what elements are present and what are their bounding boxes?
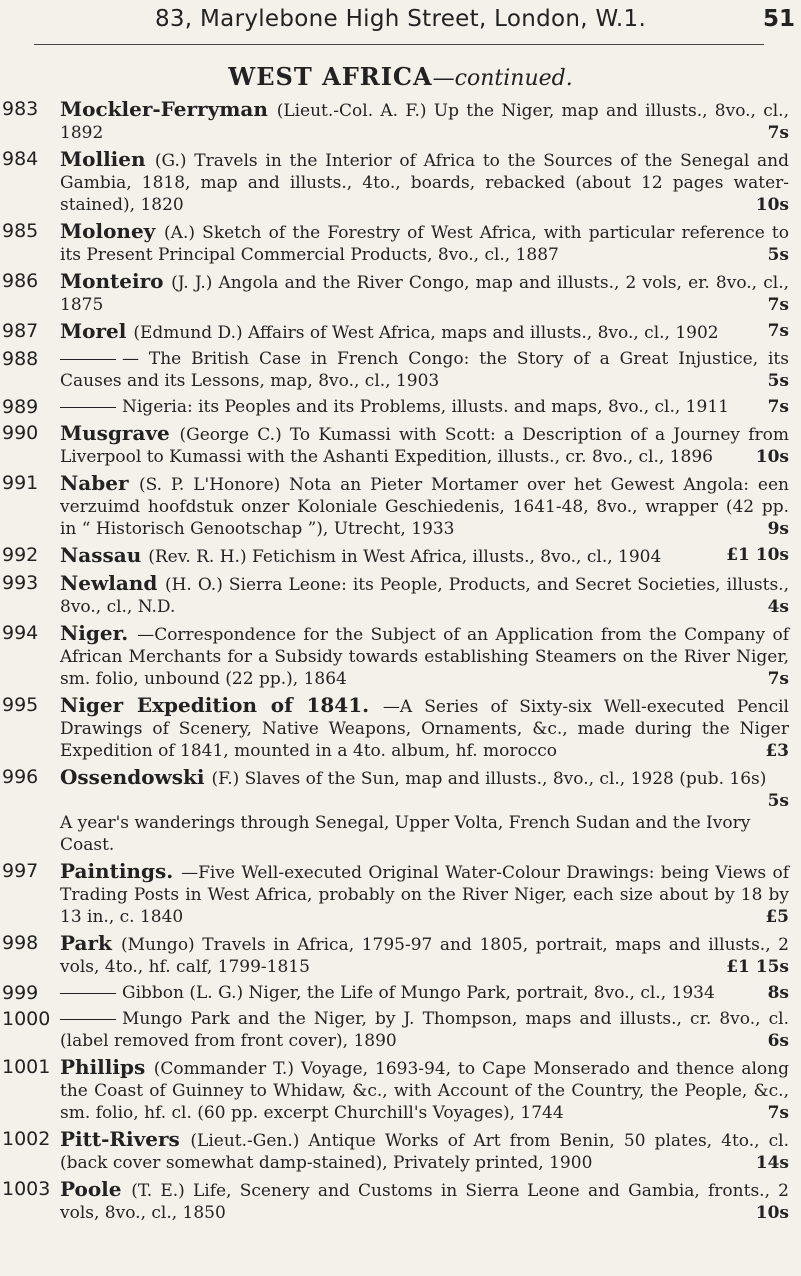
entry-price: 8s xyxy=(767,983,789,1003)
entry-description xyxy=(60,1056,789,1124)
section-continued: —continued. xyxy=(432,66,573,91)
entry-text: Gibbon (L. G.) Niger, the Life of Mungo Park, portrait, 8vo., cl., 1934 xyxy=(122,983,715,1003)
entry-price: 5s xyxy=(767,791,789,811)
entry-text: (A.) Sketch of the Forestry of West Africa, with particular reference to its Present Principal Commercial Products, 8vo., cl., 1887 xyxy=(60,223,790,265)
section-title xyxy=(0,62,801,91)
entry-price: 7s xyxy=(767,295,789,315)
entry-number: 993 xyxy=(2,572,39,594)
entry-price: 4s xyxy=(767,597,789,617)
catalogue-entry xyxy=(0,1178,801,1228)
entry-note: A year's wanderings through Senegal, Upper Volta, French Sudan and the Ivory Coast. xyxy=(60,813,751,855)
entry-text: (Rev. R. H.) Fetichism in West Africa, illusts., 8vo., cl., 1904 xyxy=(148,547,662,567)
catalogue-entry xyxy=(0,270,801,320)
entry-number: 1001 xyxy=(2,1056,51,1078)
header-rule xyxy=(34,44,764,45)
entry-price: 7s xyxy=(767,397,789,417)
entry-text: (Edmund D.) Affairs of West Africa, maps and illusts., 8vo., cl., 1902 xyxy=(133,323,719,343)
entry-number: 983 xyxy=(2,98,39,120)
entry-text: (Mungo) Travels in Africa, 1795-97 and 1805, portrait, maps and illusts., 2 vols, 4to., hf. calf, 1799-1815 xyxy=(60,935,789,977)
entry-text: —Correspondence for the Subject of an Application from the Company of African Merchants for a Subsidy towards establishing Steamers on the River Niger, sm. folio, unbound (22 pp.), 1864 xyxy=(60,625,789,689)
entry-description xyxy=(60,932,789,978)
entry-author: Paintings. xyxy=(60,859,182,883)
entry-description xyxy=(60,572,789,618)
entry-text: —Five Well-executed Original Water-Colour Drawings: being Views of Trading Posts in West Africa, probably on the River Niger, each size about by 18 by 13 in., c. 1840 xyxy=(60,863,789,927)
entry-author: Niger. xyxy=(60,621,138,645)
entry-price: 10s xyxy=(755,195,789,215)
entry-description xyxy=(60,1128,789,1174)
catalogue-entry xyxy=(0,1056,801,1128)
entry-text: (Lieut.-Col. A. F.) Up the Niger, map and illusts., 8vo., cl., 1892 xyxy=(60,101,789,143)
entry-text: —A Series of Sixty-six Well-executed Pencil Drawings of Scenery, Native Weapons, Ornaments, &c., made during the Niger Expedition of 1841, mounted in a 4to. album, hf. morocco xyxy=(60,697,789,761)
entry-description xyxy=(60,98,789,144)
entry-price: 5s xyxy=(767,245,789,265)
entry-description xyxy=(60,1178,789,1224)
entry-price: 7s xyxy=(767,669,789,689)
entry-description xyxy=(60,148,789,216)
entry-text: (F.) Slaves of the Sun, map and illusts., 8vo., cl., 1928 (pub. 16s) xyxy=(211,769,767,789)
entry-description xyxy=(60,860,789,928)
entry-text: Mungo Park and the Niger, by J. Thompson, maps and illusts., cr. 8vo., cl. (label removed from front cover), 1890 xyxy=(60,1009,789,1051)
entry-description xyxy=(60,320,789,344)
catalogue-entry xyxy=(0,472,801,544)
entry-author: Naber xyxy=(60,471,139,495)
entry-price: 7s xyxy=(767,1103,789,1123)
entry-number: 985 xyxy=(2,220,39,242)
entry-text: (T. E.) Life, Scenery and Customs in Sierra Leone and Gambia, fronts., 2 vols, 8vo., cl., 1850 xyxy=(60,1181,790,1223)
catalogue-entry xyxy=(0,694,801,766)
entry-number: 1003 xyxy=(2,1178,51,1200)
header-address: 83, Marylebone High Street, London, W.1. xyxy=(154,6,647,32)
entry-number: 986 xyxy=(2,270,39,292)
entry-description xyxy=(60,348,789,392)
entry-author: Pitt-Rivers xyxy=(60,1127,191,1151)
entry-description xyxy=(60,270,789,316)
entry-price: 10s xyxy=(755,1203,789,1223)
entry-description xyxy=(60,472,789,540)
entry-price: 14s xyxy=(755,1153,789,1173)
catalogue-entry xyxy=(0,544,801,572)
entry-price: 7s xyxy=(767,123,789,143)
entry-description xyxy=(60,622,789,690)
catalogue-entry xyxy=(0,932,801,982)
catalogue-entry xyxy=(0,1008,801,1056)
entry-number: 998 xyxy=(2,932,39,954)
entry-text: (H. O.) Sierra Leone: its People, Products, and Secret Societies, illusts., 8vo., cl., N.D. xyxy=(60,575,789,617)
entry-description xyxy=(60,544,789,568)
entry-number: 987 xyxy=(2,320,39,342)
entry-price: 9s xyxy=(767,519,789,539)
entry-number: 1002 xyxy=(2,1128,51,1150)
entry-number: 992 xyxy=(2,544,39,566)
catalogue-entry xyxy=(0,572,801,622)
entry-number: 995 xyxy=(2,694,39,716)
ditto-dash xyxy=(60,1019,116,1020)
entry-author: Phillips xyxy=(60,1055,154,1079)
ditto-dash xyxy=(60,407,116,408)
entry-author: Poole xyxy=(60,1177,132,1201)
entry-price: 5s xyxy=(767,371,789,391)
entry-description xyxy=(60,982,789,1004)
entry-text: (J. J.) Angola and the River Congo, map and illusts., 2 vols, er. 8vo., cl., 1875 xyxy=(60,273,789,315)
entry-text: Nigeria: its Peoples and its Problems, illusts. and maps, 8vo., cl., 1911 xyxy=(122,397,729,417)
entry-number: 1000 xyxy=(2,1008,51,1030)
entry-number: 999 xyxy=(2,982,39,1004)
ditto-dash xyxy=(60,359,116,360)
entry-text: (G.) Travels in the Interior of Africa to the Sources of the Senegal and Gambia, 1818, map and illusts., 4to., boards, rebacked (about 12 pages water-stained), 1820 xyxy=(60,151,789,215)
entry-number: 989 xyxy=(2,396,39,418)
catalogue-entry xyxy=(0,860,801,932)
entry-author: Monteiro xyxy=(60,269,172,293)
entry-number: 988 xyxy=(2,348,39,370)
entry-author: Mollien xyxy=(60,147,155,171)
catalogue-entry xyxy=(0,320,801,348)
catalogue-entry xyxy=(0,622,801,694)
catalogue-entry xyxy=(0,348,801,396)
entry-text: (S. P. L'Honore) Nota an Pieter Mortamer over het Gewest Angola: een verzuimd hoofdstuk onzer Koloniale Geschiedenis, 1641-48, 8vo., wrapper (42 pp. in “ Historisch Genootschap ”), Utrecht, 1933 xyxy=(60,475,789,539)
ditto-dash xyxy=(60,993,116,994)
entry-author: Newland xyxy=(60,571,165,595)
catalogue-entry xyxy=(0,396,801,422)
entry-gap xyxy=(0,1224,801,1228)
entry-number: 996 xyxy=(2,766,39,788)
entry-author: Park xyxy=(60,931,121,955)
entry-price: 7s xyxy=(767,321,789,341)
entry-author: Mockler-Ferryman xyxy=(60,97,277,121)
entry-number: 990 xyxy=(2,422,39,444)
entry-price: £1 10s xyxy=(726,545,789,565)
entry-number: 984 xyxy=(2,148,39,170)
entry-text: — The British Case in French Congo: the Story of a Great Injustice, its Causes and its Lessons, map, 8vo., cl., 1903 xyxy=(60,349,789,391)
entry-price: 10s xyxy=(755,447,789,467)
entry-number: 997 xyxy=(2,860,39,882)
entry-text: (George C.) To Kumassi with Scott: a Description of a Journey from Liverpool to Kumassi with the Ashanti Expedition, illusts., cr. 8vo., cl., 1896 xyxy=(60,425,789,467)
entry-description xyxy=(60,694,789,762)
entry-description xyxy=(60,766,789,812)
entry-author: Ossendowski xyxy=(60,765,212,789)
entry-number: 991 xyxy=(2,472,39,494)
catalogue-entries xyxy=(0,98,801,1228)
entry-description xyxy=(60,220,789,266)
running-header xyxy=(0,6,801,40)
catalogue-entry xyxy=(0,148,801,220)
entry-description xyxy=(60,422,789,468)
entry-price: £3 xyxy=(765,741,789,761)
entry-text: (Lieut.-Gen.) Antique Works of Art from Benin, 50 plates, 4to., cl. (back cover somewhat damp-stained), Privately printed, 1900 xyxy=(60,1131,789,1173)
entry-price: 6s xyxy=(767,1031,789,1051)
entry-author: Morel xyxy=(60,319,134,343)
entry-description xyxy=(60,396,789,418)
entry-author: Moloney xyxy=(60,219,165,243)
entry-author: Nassau xyxy=(60,543,149,567)
entry-text: (Commander T.) Voyage, 1693-94, to Cape Monserado and thence along the Coast of Guinney to Whidaw, &c., with Account of the Country, the People, &c., sm. folio, hf. cl. (60 pp. excerpt Churchill's Voyages), 1744 xyxy=(60,1059,789,1123)
catalogue-entry xyxy=(0,422,801,472)
catalogue-entry xyxy=(0,1128,801,1178)
catalogue-entry xyxy=(0,98,801,148)
entry-author: Musgrave xyxy=(60,421,180,445)
page-number: 51 xyxy=(762,6,795,32)
catalogue-entry xyxy=(0,982,801,1008)
entry-price: £1 15s xyxy=(726,957,789,977)
entry-author: Niger Expedition of 1841. xyxy=(60,693,383,717)
catalogue-entry xyxy=(0,220,801,270)
entry-price: £5 xyxy=(765,907,789,927)
entry-number: 994 xyxy=(2,622,39,644)
entry-description xyxy=(60,1008,789,1052)
section-title-text: WEST AFRICA xyxy=(228,62,433,91)
catalogue-entry xyxy=(0,766,801,860)
